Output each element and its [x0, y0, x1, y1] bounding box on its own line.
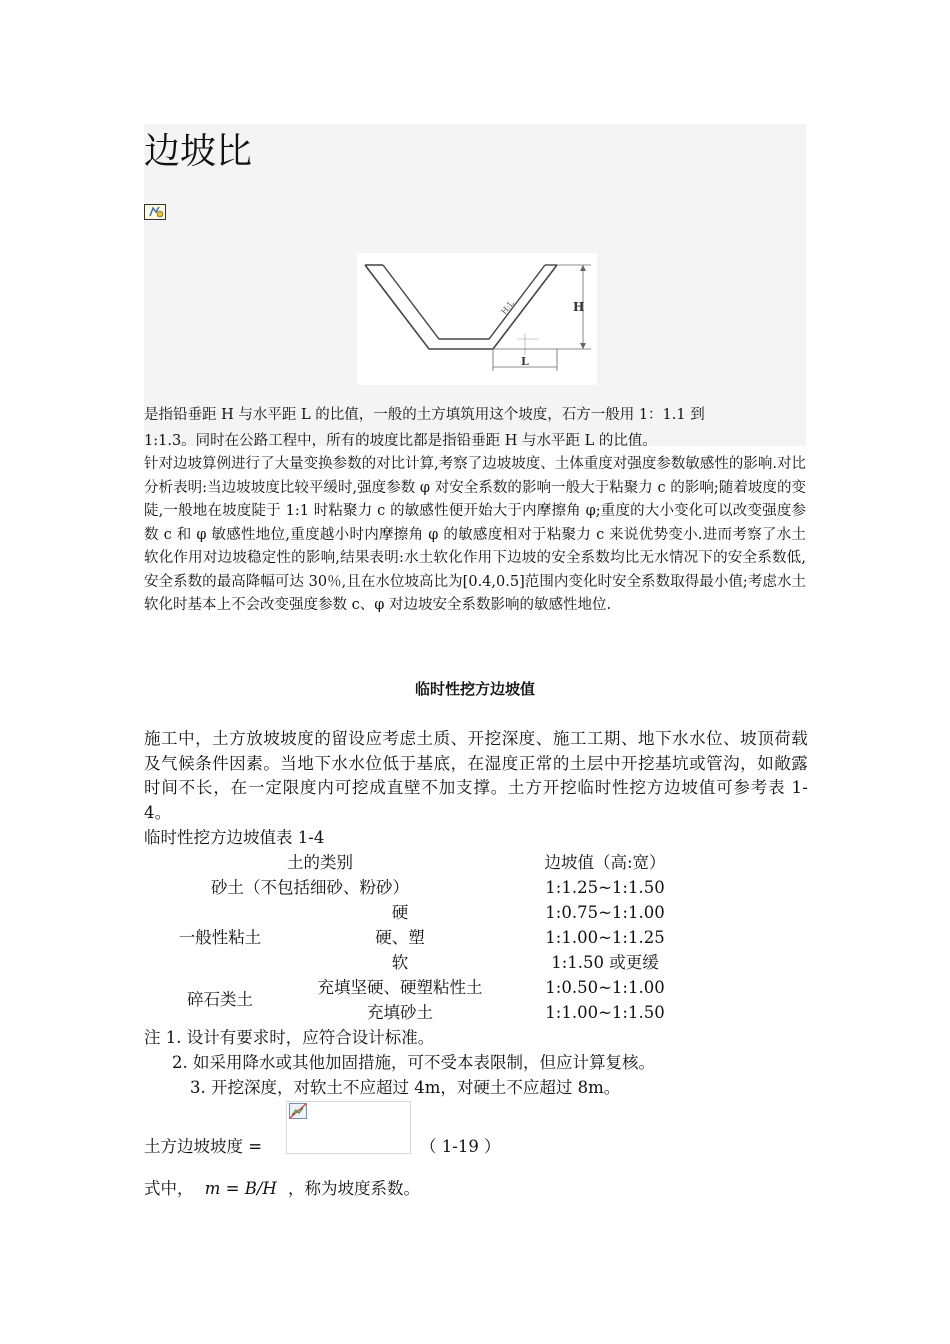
section-title: 临时性挖方边坡值 [414, 680, 535, 698]
table-cell-sub: 充填砂土 [367, 1003, 433, 1022]
figure-label-l: L [521, 355, 529, 368]
intro-paragraph [144, 402, 806, 454]
analysis-paragraph: 针对边坡算例进行了大量变换参数的对比计算,考察了边坡坡度、土体重度对强度参数敏感性的影响.对比分析表明:当边坡坡度比较平缓时,强度参数 φ 对安全系数的影响一般大于粘聚力 c 的影响;随着坡度的变陡,一般地在坡度陡于 1:1 时粘聚力 c 的敏感性便开始大于内摩擦角 φ;重度的大小变化可以改变强度参数 c 和 φ 敏感性地位,重度越小时内摩擦角 φ 的敏感度相对于粘聚力 c 来说优势变小.进而考察了水土软化作用对边坡稳定性的影响,结果表明:水土软化作用下边坡的安全系数均比无水情况下的安全系数低,安全系数的最高降幅可达 30％,且在水位坡高比为[0.4,0.5]范围内变化时安全系数取得最小值;考虑水土软化时基本上不会改变强度参数 c、φ 对边坡安全系数影响的敏感性地位. [144, 456, 806, 613]
table-cell-value: 1:1.00~1:1.50 [545, 1003, 665, 1022]
table-cell-category: 一般性粘土 [178, 928, 262, 947]
table-cell-sub: 充填坚硬、硬塑粘性土 [317, 978, 483, 997]
table-cell-value: 1:0.75~1:1.00 [545, 903, 665, 922]
where-suffix: ，称为坡度系数。 [288, 1179, 421, 1198]
formula-label: 土方边坡坡度 = [144, 1137, 263, 1156]
figure-label-slope: H:L [499, 298, 516, 317]
table-cell-value: 1:0.50~1:1.00 [545, 978, 665, 997]
intro-line: 是指铅垂距 H 与水平距 L 的比值，一般的土方填筑用这个坡度，石方一般用 1：1.1 到 [144, 407, 705, 423]
intro-line: 1:1.3。同时在公路工程中，所有的坡度比都是指铅垂距 H 与水平距 L 的比值。 [144, 433, 657, 449]
note-line: 注 1. 设计有要求时，应符合设计标准。 [144, 1028, 435, 1047]
page-title: 边坡比 [144, 131, 253, 172]
slope-diagram [357, 253, 597, 385]
broken-image-icon [289, 1103, 307, 1119]
slope-figure [357, 253, 597, 385]
table-cell-category: 砂土（不包括细砂、粉砂） [211, 878, 409, 897]
table-cell-value: 1:1.25~1:1.50 [545, 878, 665, 897]
formula-number: （ 1-19 ） [420, 1137, 501, 1156]
note-line: 3. 开挖深度，对软土不应超过 4m，对硬土不应超过 8m。 [190, 1078, 621, 1097]
table-cell-sub: 硬、塑 [375, 928, 425, 947]
table-header-value: 边坡值（高:宽） [544, 853, 666, 872]
table-caption: 临时性挖方边坡值表 1-4 [144, 828, 325, 847]
table-cell-value: 1:1.50 或更缓 [551, 953, 659, 972]
table-cell-sub: 硬 [391, 903, 409, 922]
table-header-category: 土的类别 [287, 853, 353, 872]
table-cell-sub: 软 [391, 953, 409, 972]
broken-image-icon[interactable] [144, 204, 166, 220]
construction-paragraph: 施工中，土方放坡坡度的留设应考虑土质、开挖深度、施工工期、地下水水位、坡顶荷载及气候条件因素。当地下水水位低于基底，在湿度正常的土层中开挖基坑或管沟，如敞露时间不长，在一定限度内可挖成直壁不加支撑。土方开挖临时性挖方边坡值可参考表 1-4。 [144, 729, 808, 822]
note-line: 2. 如采用降水或其他加固措施，可不受本表限制，但应计算复核。 [172, 1053, 655, 1072]
where-expression: m = B/H [204, 1179, 277, 1198]
formula-image[interactable] [286, 1101, 411, 1154]
where-line [144, 1177, 420, 1201]
where-prefix: 式中， [144, 1179, 194, 1198]
table-cell-category: 碎石类土 [187, 990, 253, 1009]
table-cell-value: 1:1.00~1:1.25 [545, 928, 665, 947]
figure-label-h: H [573, 300, 585, 314]
